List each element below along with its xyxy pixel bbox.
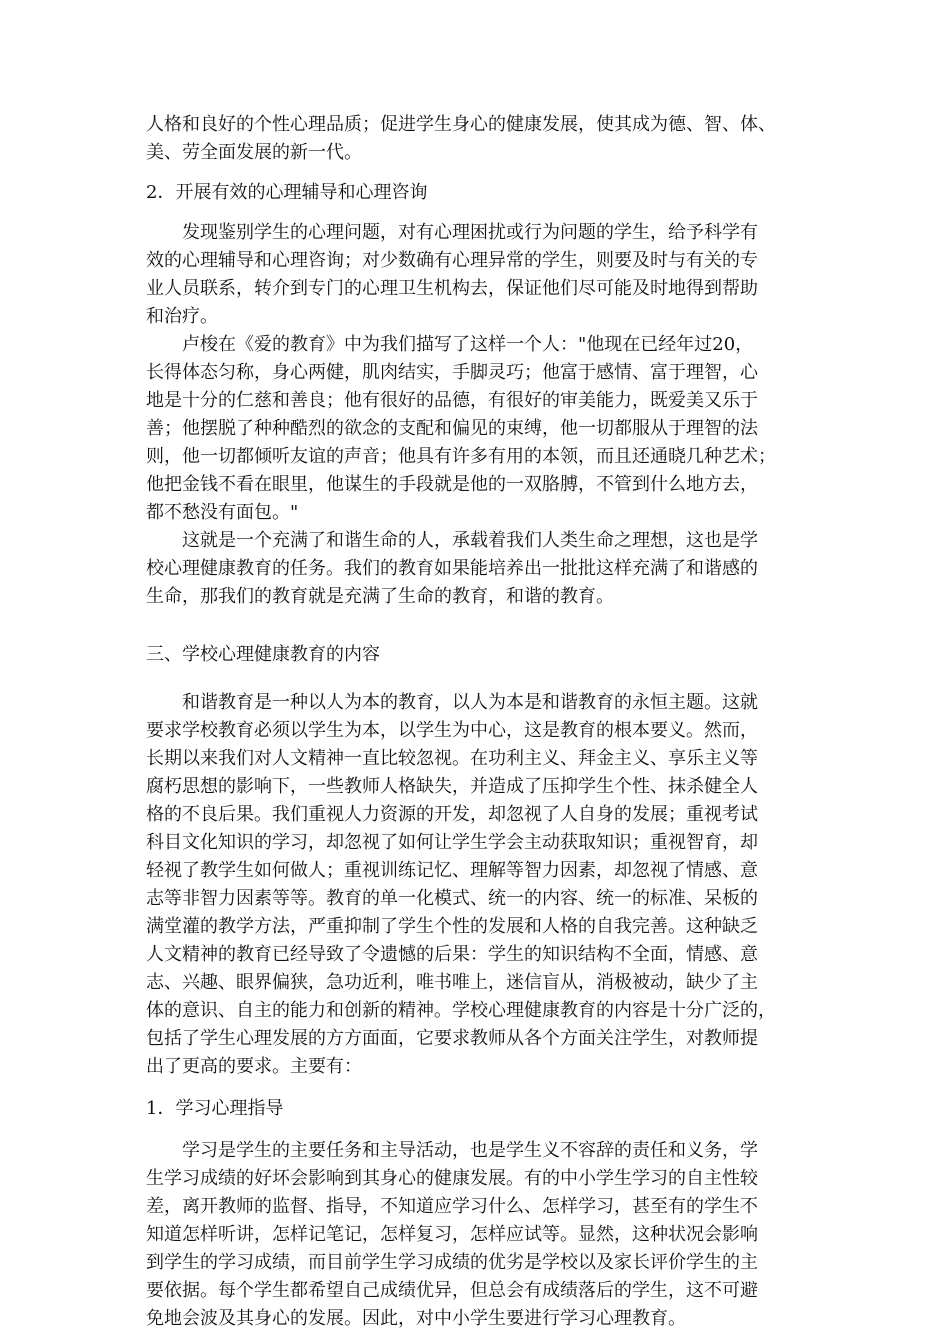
text-line: 人文精神的教育已经导致了令遗憾的后果：学生的知识结构不全面，情感、意 <box>146 944 758 965</box>
text-line: 轻视了教学生如何做人；重视训练记忆、理解等智力因素，却忽视了情感、意 <box>146 860 758 881</box>
text-line: 知道怎样听讲，怎样记笔记，怎样复习，怎样应试等。显然，这种状况会影响 <box>146 1224 758 1245</box>
text-line: 满堂灌的教学方法，严重抑制了学生个性的发展和人格的自我完善。这种缺乏 <box>146 916 758 937</box>
text-line: 人格和良好的个性心理品质；促进学生身心的健康发展，使其成为德、智、体、 <box>146 114 776 135</box>
text-line: 科目文化知识的学习，却忽视了如何让学生学会主动获取知识；重视智育，却 <box>146 832 758 853</box>
text-line: 出了更高的要求。主要有： <box>146 1056 362 1077</box>
text-line: 要求学校教育必须以学生为本，以学生为中心，这是教育的根本要义。然而， <box>146 720 758 741</box>
text-line: 志等非智力因素等等。教育的单一化模式、统一的内容、统一的标准、呆板的 <box>146 888 758 909</box>
text-line: 这就是一个充满了和谐生命的人，承载着我们人类生命之理想，这也是学 <box>182 530 758 551</box>
section-heading: 1．学习心理指导 <box>146 1098 284 1119</box>
text-line: 业人员联系，转介到专门的心理卫生机构去，保证他们尽可能及时地得到帮助 <box>146 278 758 299</box>
text-line: 美、劳全面发展的新一代。 <box>146 142 362 163</box>
text-line: 则，他一切都倾听友谊的声音；他具有许多有用的本领，而且还通晓几种艺术； <box>146 446 776 467</box>
text-line: 学习是学生的主要任务和主导活动，也是学生义不容辞的责任和义务，学 <box>182 1140 758 1161</box>
text-line: 要依据。每个学生都希望自己成绩优异，但总会有成绩落后的学生，这不可避 <box>146 1280 758 1301</box>
text-line: 免地会波及其身心的发展。因此，对中小学生要进行学习心理教育。 <box>146 1308 686 1329</box>
text-line: 生命，那我们的教育就是充满了生命的教育，和谐的教育。 <box>146 586 614 607</box>
text-line: 志、兴趣、眼界偏狭，急功近利，唯书唯上，迷信盲从，消极被动，缺少了主 <box>146 972 758 993</box>
text-line: 格的不良后果。我们重视人力资源的开发，却忽视了人自身的发展；重视考试 <box>146 804 758 825</box>
text-line: 他把金钱不看在眼里，他谋生的手段就是他的一双胳膊，不管到什么地方去， <box>146 474 758 495</box>
text-line: 包括了学生心理发展的方方面面，它要求教师从各个方面关注学生，对教师提 <box>146 1028 758 1049</box>
text-line: 都不愁没有面包。" <box>146 502 299 523</box>
text-line: 和谐教育是一种以人为本的教育，以人为本是和谐教育的永恒主题。这就 <box>182 692 758 713</box>
text-line: 腐朽思想的影响下，一些教师人格缺失，并造成了压抑学生个性、抹杀健全人 <box>146 776 758 797</box>
section-heading: 2．开展有效的心理辅导和心理咨询 <box>146 182 428 203</box>
text-line: 和治疗。 <box>146 306 218 327</box>
text-line: 生学习成绩的好坏会影响到其身心的健康发展。有的中小学生学习的自主性较 <box>146 1168 758 1189</box>
text-line: 长得体态匀称，身心两健，肌肉结实，手脚灵巧；他富于感情、富于理智，心 <box>146 362 758 383</box>
text-line: 校心理健康教育的任务。我们的教育如果能培养出一批批这样充满了和谐感的 <box>146 558 758 579</box>
text-line: 差，离开教师的监督、指导，不知道应学习什么、怎样学习，甚至有的学生不 <box>146 1196 758 1217</box>
text-line: 体的意识、自主的能力和创新的精神。学校心理健康教育的内容是十分广泛的， <box>146 1000 776 1021</box>
text-line: 到学生的学习成绩，而目前学生学习成绩的优劣是学校以及家长评价学生的主 <box>146 1252 758 1273</box>
text-line: 善；他摆脱了种种酷烈的欲念的支配和偏见的束缚，他一切都服从于理智的法 <box>146 418 758 439</box>
text-line: 发现鉴别学生的心理问题，对有心理困扰或行为问题的学生，给予科学有 <box>182 222 758 243</box>
text-line: 效的心理辅导和心理咨询；对少数确有心理异常的学生，则要及时与有关的专 <box>146 250 758 271</box>
text-line: 卢梭在《爱的教育》中为我们描写了这样一个人："他现在已经年过20， <box>182 334 754 355</box>
text-line: 地是十分的仁慈和善良；他有很好的品德，有很好的审美能力，既爱美又乐于 <box>146 390 758 411</box>
text-line: 长期以来我们对人文精神一直比较忽视。在功利主义、拜金主义、享乐主义等 <box>146 748 758 769</box>
section-heading: 三、学校心理健康教育的内容 <box>146 644 380 665</box>
